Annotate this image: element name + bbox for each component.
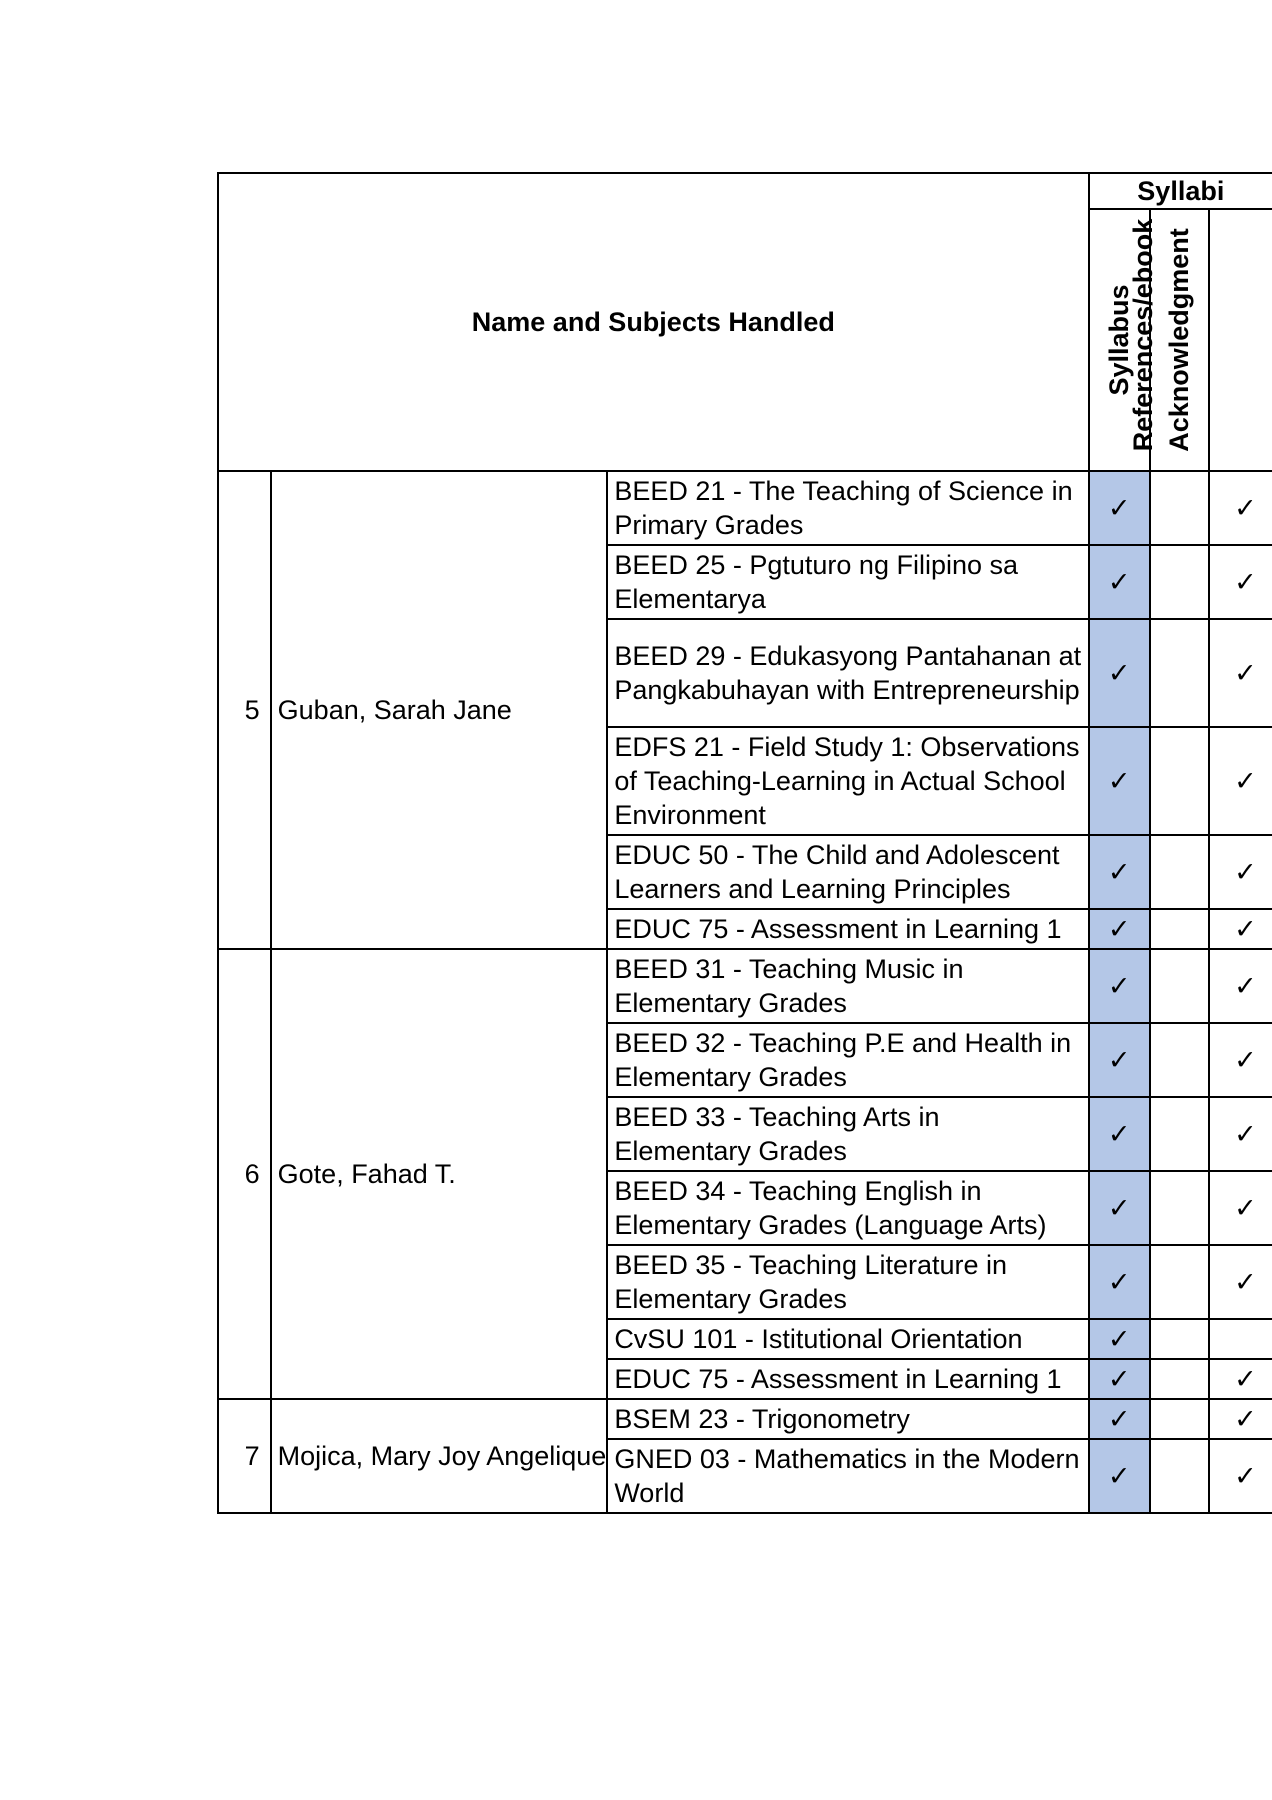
subject-title: BEED 21 - The Teaching of Science in Primary Grades xyxy=(607,471,1088,545)
references-cell xyxy=(1209,1023,1272,1097)
acknowledgment-cell xyxy=(1150,909,1209,949)
check-mark-icon: ✓ xyxy=(1234,1267,1257,1297)
subject-title: EDFS 21 - Field Study 1: Observations of Teaching-Learning in Actual School Environment xyxy=(607,727,1088,835)
references-cell xyxy=(1209,909,1272,949)
check-mark-icon: ✓ xyxy=(1107,1193,1131,1223)
acknowledgment-cell xyxy=(1150,835,1209,909)
references-cell xyxy=(1209,727,1272,835)
subject-title: BEED 32 - Teaching P.E and Health in Elementary Grades xyxy=(607,1023,1088,1097)
acknowledgment-cell xyxy=(1150,1319,1209,1359)
acknowledgment-cell xyxy=(1150,949,1209,1023)
header-col-references-label: References/ebook xyxy=(1128,218,1159,452)
check-mark-icon: ✓ xyxy=(1234,971,1257,1001)
subject-title: BEED 31 - Teaching Music in Elementary Grades xyxy=(607,949,1088,1023)
check-mark-icon: ✓ xyxy=(1107,567,1131,597)
check-mark-icon: ✓ xyxy=(1234,1193,1257,1223)
references-cell xyxy=(1209,1399,1272,1439)
instructor-name-cell xyxy=(271,949,608,1399)
references-cell xyxy=(1209,619,1272,727)
references-cell xyxy=(1209,835,1272,909)
instructor-name-cell xyxy=(271,1399,608,1513)
acknowledgment-cell xyxy=(1150,1359,1209,1399)
header-main-title: Name and Subjects Handled xyxy=(471,307,835,337)
check-mark-icon: ✓ xyxy=(1234,766,1257,796)
references-cell xyxy=(1209,471,1272,545)
instructor-name: Guban, Sarah Jane xyxy=(277,695,512,725)
syllabus-cell xyxy=(1089,471,1150,545)
syllabus-cell xyxy=(1089,727,1150,835)
syllabus-cell xyxy=(1089,1359,1150,1399)
check-mark-icon: ✓ xyxy=(1234,1364,1257,1394)
references-cell xyxy=(1209,1359,1272,1399)
acknowledgment-cell xyxy=(1150,1023,1209,1097)
references-cell xyxy=(1209,1171,1272,1245)
acknowledgment-cell xyxy=(1150,727,1209,835)
syllabus-cell xyxy=(1089,835,1150,909)
subject-title: BEED 25 - Pgtuturo ng Filipino sa Elementarya xyxy=(607,545,1088,619)
references-cell xyxy=(1209,545,1272,619)
syllabus-cell xyxy=(1089,619,1150,727)
syllabus-cell xyxy=(1089,1097,1150,1171)
check-mark-icon: ✓ xyxy=(1234,914,1257,944)
check-mark-icon: ✓ xyxy=(1234,567,1257,597)
subject-title: BSEM 23 - Trigonometry xyxy=(607,1399,1088,1439)
table-body xyxy=(218,471,1272,1513)
header-col-syllabus-label: Syllabus xyxy=(1104,284,1135,396)
syllabus-cell xyxy=(1089,1439,1150,1513)
table-row xyxy=(218,1399,1272,1439)
check-mark-icon: ✓ xyxy=(1107,1119,1131,1149)
subject-title: EDUC 75 - Assessment in Learning 1 xyxy=(607,909,1088,949)
syllabus-cell xyxy=(1089,1171,1150,1245)
header-name-subjects xyxy=(218,173,1089,471)
instructor-name: Mojica, Mary Joy Angelique xyxy=(277,1441,607,1471)
check-mark-icon: ✓ xyxy=(1234,1404,1257,1434)
row-number: 7 xyxy=(218,1399,271,1513)
check-mark-icon: ✓ xyxy=(1107,1404,1131,1434)
syllabus-cell xyxy=(1089,1023,1150,1097)
syllabi-table xyxy=(217,172,1272,1514)
acknowledgment-cell xyxy=(1150,545,1209,619)
acknowledgment-cell xyxy=(1150,1399,1209,1439)
syllabus-cell xyxy=(1089,1319,1150,1359)
subject-title: BEED 29 - Edukasyong Pantahanan at Pangkabuhayan with Entrepreneurship xyxy=(607,619,1088,727)
subject-title: CvSU 101 - Istitutional Orientation xyxy=(607,1319,1088,1359)
check-mark-icon: ✓ xyxy=(1107,1461,1131,1491)
check-mark-icon: ✓ xyxy=(1234,658,1257,688)
check-mark-icon: ✓ xyxy=(1107,857,1131,887)
check-mark-icon: ✓ xyxy=(1107,1267,1131,1297)
instructor-name: Gote, Fahad T. xyxy=(277,1159,456,1189)
check-mark-icon: ✓ xyxy=(1234,1461,1257,1491)
acknowledgment-cell xyxy=(1150,471,1209,545)
subject-title: BEED 34 - Teaching English in Elementary Grades (Language Arts) xyxy=(607,1171,1088,1245)
header-syllabi-group xyxy=(1089,173,1272,209)
acknowledgment-cell xyxy=(1150,1439,1209,1513)
table-row xyxy=(218,949,1272,1023)
check-mark-icon: ✓ xyxy=(1107,1324,1131,1354)
acknowledgment-cell xyxy=(1150,1245,1209,1319)
table-row xyxy=(218,471,1272,545)
instructor-name-cell xyxy=(271,471,608,949)
subject-title: EDUC 75 - Assessment in Learning 1 xyxy=(607,1359,1088,1399)
acknowledgment-cell xyxy=(1150,1171,1209,1245)
check-mark-icon: ✓ xyxy=(1107,766,1131,796)
syllabus-cell xyxy=(1089,909,1150,949)
syllabus-cell xyxy=(1089,1245,1150,1319)
row-number: 6 xyxy=(218,949,271,1399)
header-col-acknowledgment-label: Acknowledgment xyxy=(1164,228,1195,452)
references-cell xyxy=(1209,1439,1272,1513)
references-cell xyxy=(1209,1245,1272,1319)
references-cell xyxy=(1209,1097,1272,1171)
syllabus-cell xyxy=(1089,1399,1150,1439)
syllabus-cell xyxy=(1089,949,1150,1023)
acknowledgment-cell xyxy=(1150,1097,1209,1171)
references-cell xyxy=(1209,1319,1272,1359)
acknowledgment-cell xyxy=(1150,619,1209,727)
check-mark-icon: ✓ xyxy=(1107,914,1131,944)
check-mark-icon: ✓ xyxy=(1107,493,1131,523)
check-mark-icon: ✓ xyxy=(1107,971,1131,1001)
subject-title: BEED 35 - Teaching Literature in Elementary Grades xyxy=(607,1245,1088,1319)
check-mark-icon: ✓ xyxy=(1107,1364,1131,1394)
check-mark-icon: ✓ xyxy=(1234,857,1257,887)
check-mark-icon: ✓ xyxy=(1107,1045,1131,1075)
row-number: 5 xyxy=(218,471,271,949)
check-mark-icon: ✓ xyxy=(1234,1045,1257,1075)
header-group-title: Syllabi xyxy=(1137,176,1225,206)
check-mark-icon: ✓ xyxy=(1107,658,1131,688)
subject-title: GNED 03 - Mathematics in the Modern World xyxy=(607,1439,1088,1513)
subject-title: EDUC 50 - The Child and Adolescent Learners and Learning Principles xyxy=(607,835,1088,909)
header-row-top xyxy=(218,173,1272,209)
check-mark-icon: ✓ xyxy=(1234,1119,1257,1149)
syllabus-cell xyxy=(1089,545,1150,619)
check-mark-icon: ✓ xyxy=(1234,493,1257,523)
references-cell xyxy=(1209,949,1272,1023)
subject-title: BEED 33 - Teaching Arts in Elementary Grades xyxy=(607,1097,1088,1171)
